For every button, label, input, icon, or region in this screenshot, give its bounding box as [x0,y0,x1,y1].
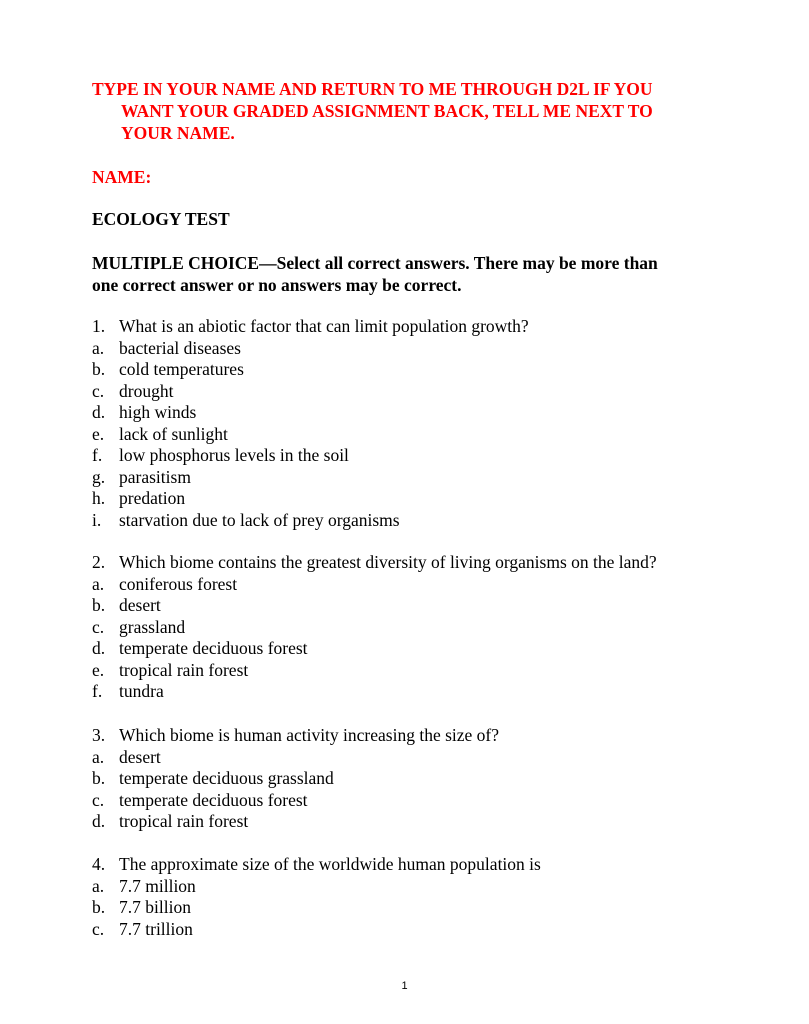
option-text: desert [119,746,161,767]
option-text: 7.7 trillion [119,918,193,939]
option-text: high winds [119,402,197,422]
option-text: temperate deciduous forest [119,789,308,810]
option-text: lack of sunlight [119,423,228,444]
option-label: a. [92,573,105,594]
answer-option [92,768,752,790]
answer-option [92,488,752,510]
question-2 [92,552,752,703]
question-1 [92,316,752,531]
answer-option [92,574,752,596]
question-stem [92,552,752,574]
option-label: b. [92,768,106,788]
answer-option [92,617,752,639]
option-label: c. [92,616,105,637]
option-label: b. [92,595,106,615]
test-title: ECOLOGY TEST [92,209,230,229]
question-number: 2. [92,552,106,572]
section-instructions-line-2: one correct answer or no answers may be correct. [92,275,462,295]
name-label: NAME: [92,167,152,187]
page-number: 1 [401,980,408,992]
answer-option [92,445,752,467]
answer-option [92,467,752,489]
option-text: tropical rain forest [119,811,249,831]
option-text: 7.7 billion [119,897,191,917]
answer-option [92,359,752,381]
option-label: g. [92,466,106,487]
option-label: i. [92,509,102,530]
option-label: d. [92,402,106,422]
option-text: bacterial diseases [119,337,241,358]
answer-option [92,747,752,769]
question-number: 3. [92,725,106,745]
answer-option [92,660,752,682]
section-instructions [92,252,722,296]
answer-option [92,424,752,446]
option-text: tundra [119,681,164,701]
option-text: grassland [119,616,186,637]
option-label: c. [92,789,105,810]
question-text: What is an abiotic factor that can limit population growth? [119,316,529,336]
question-text: Which biome is human activity increasing the size of? [119,725,500,745]
option-text: starvation due to lack of prey organisms [119,509,400,530]
question-3 [92,725,752,833]
option-text: desert [119,595,161,615]
option-label: d. [92,811,106,831]
option-label: f. [92,681,103,701]
answer-option [92,402,752,424]
option-text: drought [119,380,174,401]
option-text: low phosphorus levels in the soil [119,445,349,465]
option-text: parasitism [119,466,191,487]
option-label: a. [92,746,105,767]
question-stem [92,725,752,747]
return-instructions-line-2: WANT YOUR GRADED ASSIGNMENT BACK, TELL ME NEXT TO [121,101,653,121]
answer-option [92,681,752,703]
option-label: b. [92,897,106,917]
option-label: b. [92,359,106,379]
question-text: The approximate size of the worldwide human population is [119,854,541,874]
option-label: d. [92,638,106,658]
option-label: e. [92,659,105,680]
answer-option [92,897,752,919]
question-4 [92,854,752,940]
question-number: 1. [92,316,106,336]
option-text: cold temperatures [119,359,244,379]
answer-option [92,790,752,812]
option-text: 7.7 million [119,875,196,896]
option-label: c. [92,380,105,401]
return-instructions-line-1: TYPE IN YOUR NAME AND RETURN TO ME THROUGH D2L IF YOU [92,79,653,99]
question-text: Which biome contains the greatest diversity of living organisms on the land? [119,552,657,572]
section-instructions-line-1: MULTIPLE CHOICE—Select all correct answers. There may be more than [92,253,658,273]
answer-option [92,338,752,360]
question-number: 4. [92,854,106,874]
answer-option [92,919,752,941]
return-instructions-line-3: YOUR NAME. [121,123,235,143]
question-stem [92,316,752,338]
return-instructions [92,78,722,144]
answer-option [92,638,752,660]
option-text: coniferous forest [119,573,238,594]
option-label: a. [92,875,105,896]
answer-option [92,381,752,403]
answer-option [92,595,752,617]
option-label: c. [92,918,105,939]
answer-option [92,876,752,898]
option-label: a. [92,337,105,358]
answer-option [92,510,752,532]
option-text: temperate deciduous grassland [119,768,334,788]
option-text: tropical rain forest [119,659,249,680]
question-stem [92,854,752,876]
option-label: h. [92,488,106,508]
answer-option [92,811,752,833]
option-text: temperate deciduous forest [119,638,308,658]
option-label: f. [92,445,103,465]
option-text: predation [119,488,186,508]
option-label: e. [92,423,105,444]
